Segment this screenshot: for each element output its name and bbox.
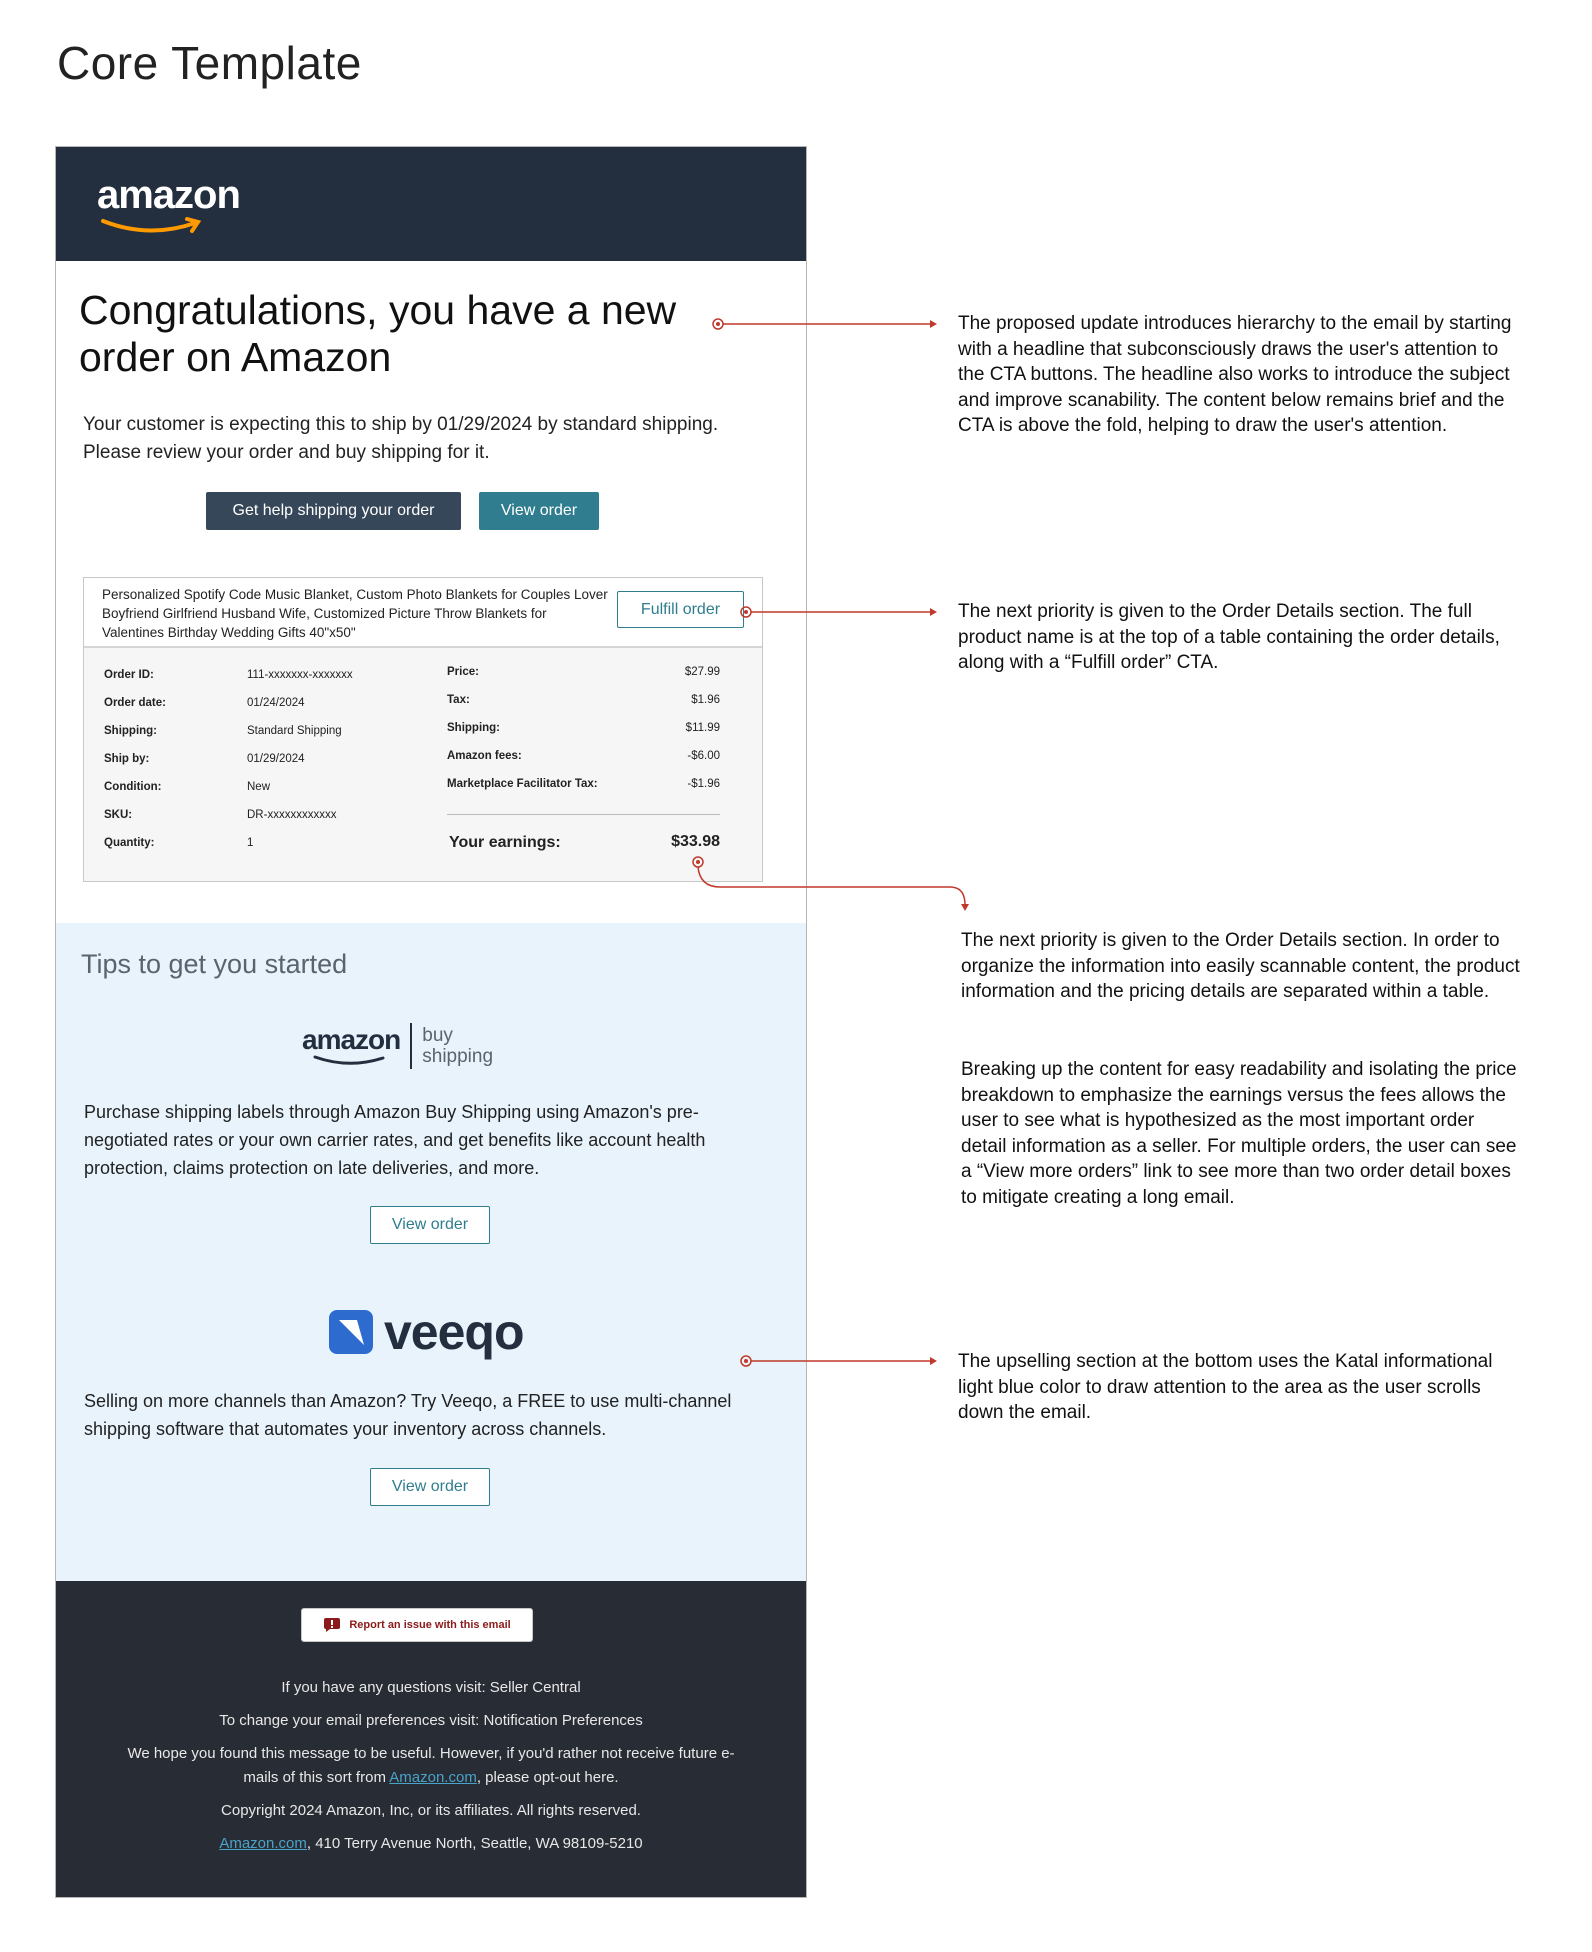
earnings-connector (698, 867, 965, 905)
annotation-upsell: The upselling section at the bottom uses the Katal informational light blue color to draw attention to the area as the user scrolls down the email. (958, 1351, 1493, 1423)
report-issue-label: Report an issue with this email (349, 1619, 511, 1631)
ship-by-value: 01/29/2024 (247, 753, 305, 765)
veeqo-text: Selling on more channels than Amazon? Try Veeqo, a FREE to use multi-channel shipping software that automates your inventory across channels. (84, 1391, 732, 1439)
view-order-button[interactable]: View order (479, 492, 599, 530)
footer-questions: If you have any questions visit: Seller Central (281, 1679, 581, 1696)
price-label: Price: (447, 666, 479, 678)
footer-copyright: Copyright 2024 Amazon, Inc, or its affiliates. All rights reserved. (221, 1802, 641, 1819)
product-name: Personalized Spotify Code Music Blanket, Custom Photo Blankets for Couples Lover Boyfriend Girlfriend Husband Wife, Customized Picture Throw Blankets for Valentines Birthday Wedding Gifts 40"x50" (102, 587, 608, 640)
footer-preferences: To change your email preferences visit: Notification Preferences (219, 1712, 643, 1729)
quantity-label: Quantity: (104, 837, 155, 849)
shipping-fee-label: Shipping: (447, 722, 501, 734)
earnings-arrow (961, 904, 969, 911)
annotation-headline: The proposed update introduces hierarchy to the email by starting with a headline that subconsciously draws the user's attention to the CTA buttons. The headline also works to introduce the subject and improve scanability. The content below remains brief and the CTA is above the fold, helping to draw the user's attention. (958, 313, 1512, 436)
shipping-label: Shipping: (104, 725, 158, 737)
earnings-value: $33.98 (671, 833, 720, 850)
footer-optout-pre: mails of this sort from (243, 1769, 390, 1786)
footer-optout-line1: We hope you found this message to be useful. However, if you'd rather not receive future e- (127, 1745, 735, 1762)
annotation-fulfill: The next priority is given to the Order Details section. The full product name is at the top of a table containing the order details, along with a “Fulfill order” CTA. (958, 601, 1500, 673)
ship-by-label: Ship by: (104, 753, 150, 765)
veeqo-view-order-button[interactable]: View order (370, 1468, 490, 1506)
buy-shipping-logo-word: amazon (302, 1024, 401, 1055)
annotation-details-2: Breaking up the content for easy readability and isolating the price breakdown to emphasize the earnings versus the fees allows the user to see what is hypothesized as the most important order detail information as a seller. For multiple orders, the user can see a “View more orders” link to see more than two order detail boxes to mitigate creating a long email. (961, 1059, 1517, 1208)
headline-arrow (930, 320, 937, 328)
tax-value: $1.96 (691, 694, 720, 706)
earnings-label: Your earnings: (449, 834, 561, 851)
order-id-label: Order ID: (104, 669, 154, 681)
facilitator-tax-value: -$1.96 (687, 778, 720, 790)
shipping-fee-value: $11.99 (685, 722, 720, 734)
order-date-label: Order date: (104, 697, 166, 709)
page-title: Core Template (57, 37, 362, 89)
fulfill-arrow (930, 608, 937, 616)
footer-optout-link[interactable]: Amazon.com (389, 1769, 477, 1786)
buy-shipping-logo-tag2: shipping (422, 1046, 494, 1067)
annotation-details-1: The next priority is given to the Order Details section. In order to organize the information into easily scannable content, the product information and the pricing details are separated within a table. (961, 930, 1520, 1002)
amazon-logo-word: amazon (97, 173, 240, 217)
condition-label: Condition: (104, 781, 162, 793)
quantity-value: 1 (247, 837, 254, 849)
veeqo-logo-word: veeqo (384, 1304, 524, 1360)
footer-address-text: , 410 Terry Avenue North, Seattle, WA 98109-5210 (306, 1835, 643, 1852)
buy-shipping-text: Purchase shipping labels through Amazon Buy Shipping using Amazon's pre-negotiated rates or your own carrier rates, and get benefits like account health protection, claims protection on late deliveries, and more. (84, 1102, 706, 1178)
buy-shipping-view-order-button[interactable]: View order (370, 1206, 490, 1244)
upsell-arrow (930, 1357, 937, 1365)
tips-title: Tips to get you started (81, 949, 348, 979)
sku-value: DR-xxxxxxxxxxxx (247, 809, 337, 821)
buy-shipping-logo-tag1: buy (422, 1025, 453, 1046)
email-headline: Congratulations, you have a new order on Amazon (79, 287, 677, 380)
shipping-value: Standard Shipping (247, 725, 342, 737)
condition-value: New (247, 781, 271, 793)
facilitator-tax-label: Marketplace Facilitator Tax: (447, 778, 598, 790)
footer-optout-post: , please opt-out here. (476, 1769, 619, 1786)
tax-label: Tax: (447, 694, 470, 706)
get-help-shipping-button[interactable]: Get help shipping your order (206, 492, 461, 530)
amazon-fees-value: -$6.00 (687, 750, 720, 762)
sku-label: SKU: (104, 809, 133, 821)
amazon-fees-label: Amazon fees: (447, 750, 522, 762)
order-date-value: 01/24/2024 (247, 697, 305, 709)
fulfill-order-button[interactable]: Fulfill order (617, 591, 744, 628)
price-value: $27.99 (684, 666, 720, 678)
email-intro: Your customer is expecting this to ship by 01/29/2024 by standard shipping. Please review your order and buy shipping for it. (83, 414, 719, 463)
order-id-value: 111-xxxxxxx-xxxxxxx (247, 669, 353, 681)
footer-address-link[interactable]: Amazon.com (219, 1835, 307, 1852)
